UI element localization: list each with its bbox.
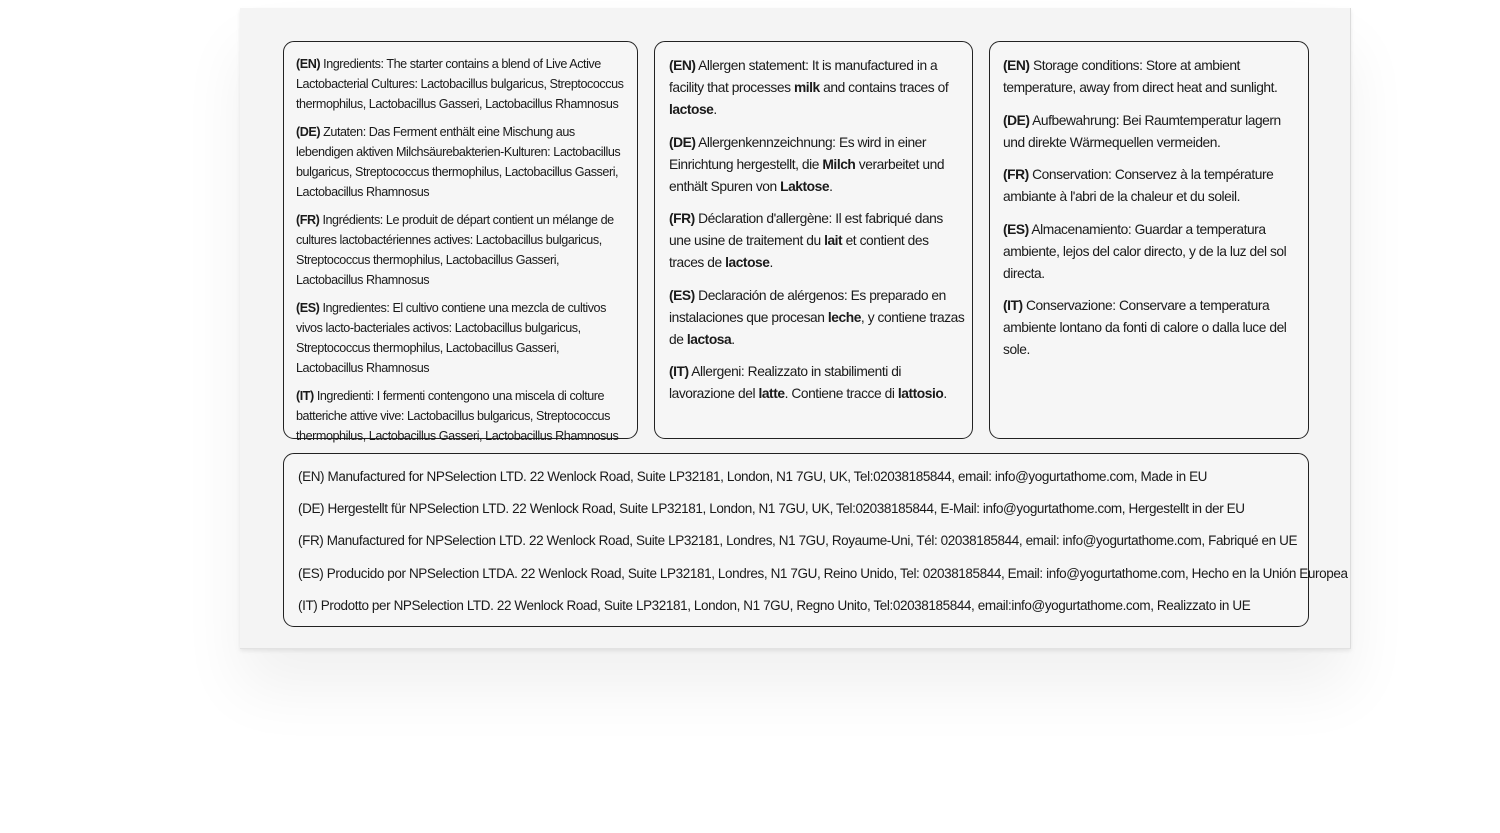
lang-code: (EN) (1003, 58, 1030, 73)
ingredients-en (296, 54, 629, 114)
allergen-bold-term: Milch (822, 156, 856, 172)
allergen-text: Allergen statement: It is manufactured in a facility that processes (669, 58, 938, 95)
ingredients-text: Ingredientes: El cultivo contiene una mezcla de cultivos vivos lacto-bacteriales activos: Lactobacillus bulgaricus, Streptococcus thermophilus, Lactobacillus Gasseri, Lactobacillus Rhamnosus (296, 301, 606, 375)
allergen-bold-term: milk (793, 80, 820, 95)
allergen-es (669, 285, 966, 351)
lang-code: (DE) (296, 125, 321, 139)
storage-text: Conservation: Conservez à la température ambiante à l'abri de la chaleur et du soleil. (1003, 167, 1274, 204)
ingredients-text: Ingredienti: I fermenti contengono una miscela di colture batteriche attive vive: Lactobacillus bulgaricus, Streptococcus thermophilus, Lactobacillus Gasseri, Lactobacillus Rhamnosus (296, 389, 619, 443)
lang-code: (FR) (296, 213, 320, 227)
manufacturer-line-en: (EN) Manufactured for NPSelection LTD. 22 Wenlock Road, Suite LP32181, London, N1 7GU, UK, Tel:02038185844, email: info@yogurtathome.com, Made in EU (298, 469, 1208, 484)
manufacturer-line-de: (DE) Hergestellt für NPSelection LTD. 22 Wenlock Road, Suite LP32181, London, N1 7GU, UK, Tel:02038185844, E-Mail: info@yogurtathome.com, Hergestellt in der EU (298, 501, 1245, 517)
storage-es (1003, 219, 1302, 285)
allergen-text: . (731, 331, 735, 347)
lang-code: (FR) (669, 211, 695, 226)
storage-de (1003, 110, 1302, 154)
allergen-en (669, 55, 966, 121)
lang-code: (ES) (669, 287, 695, 303)
allergen-text: Allergenkennzeichnung: Es wird in einer Einrichtung hergestellt, die (669, 134, 927, 172)
allergen-text: . (829, 178, 833, 194)
lang-code: (DE) (1003, 112, 1030, 128)
ingredients-fr (296, 210, 629, 290)
ingredients-it (296, 386, 629, 446)
allergen-bold-term: latte (758, 386, 785, 401)
storage-text: Aufbewahrung: Bei Raumtemperatur lagern und direkte Wärmequellen vermeiden. (1003, 112, 1281, 150)
lang-code: (EN) (669, 58, 696, 73)
ingredients-panel (283, 41, 638, 443)
manufacturer-panel (283, 453, 1348, 627)
ingredients-text: Zutaten: Das Ferment enthält eine Mischung aus lebendigen aktiven Milchsäurebakterien-Kulturen: Lactobacillus bulgaricus, Streptococcus thermophilus, Lactobacillus Gasseri, Lactobacillus Rhamnosus (296, 125, 621, 199)
ingredients-text: Ingrédients: Le produit de départ contient un mélange de cultures lactobactériennes actives: Lactobacillus bulgaricus, Streptococcus thermophilus, Lactobacillus Gasseri, Lactobacillus Rhamnosus (296, 213, 614, 287)
allergen-bold-term: lait (824, 233, 843, 248)
lang-code: (IT) (1003, 298, 1023, 313)
allergen-text: Declaración de alérgenos: Es preparado en instalaciones que procesan (669, 287, 946, 325)
allergen-text: and contains traces of (819, 80, 949, 95)
storage-en (1003, 55, 1302, 99)
allergen-text: Déclaration d'allergène: Il est fabriqué dans une usine de traitement du (669, 211, 943, 248)
allergen-text: verarbeitet und enthält Spuren von (669, 156, 945, 194)
allergen-bold-term: lactosa (686, 331, 732, 347)
storage-text: Almacenamiento: Guardar a temperatura ambiente, lejos del calor directo, y de la luz del sol directa. (1003, 221, 1287, 281)
allergen-text: . (943, 386, 947, 401)
lang-code: (FR) (1003, 167, 1029, 182)
ingredients-es (296, 298, 629, 378)
lang-code: (ES) (296, 301, 320, 315)
lang-code: (EN) (296, 57, 321, 71)
allergen-bold-term: lactose (725, 255, 770, 270)
lang-code: (ES) (1003, 221, 1029, 237)
allergen-bold-term: lattosio (897, 386, 944, 401)
allergen-text: . (713, 102, 717, 117)
allergen-bold-term: Laktose (780, 178, 830, 194)
allergen-bold-term: leche (827, 309, 861, 325)
lang-code: (DE) (669, 134, 696, 150)
ingredients-de (296, 122, 629, 202)
allergen-panel (654, 41, 973, 439)
storage-text: Conservazione: Conservare a temperatura ambiente lontano da fonti di calore o dalla luce del sole. (1003, 298, 1287, 357)
allergen-text: et contient des traces de (669, 233, 929, 270)
manufacturer-line-es: (ES) Producido por NPSelection LTDA. 22 Wenlock Road, Suite LP32181, Londres, N1 7GU, Reino Unido, Tel: 02038185844, Email: info@yogurtathome.com, Hecho en la Unión Europea (298, 565, 1348, 581)
allergen-text: . (769, 255, 773, 270)
allergen-bold-term: lactose (669, 102, 714, 117)
storage-panel (989, 41, 1309, 439)
allergen-de (669, 132, 966, 198)
manufacturer-line-it: (IT) Prodotto per NPSelection LTD. 22 Wenlock Road, Suite LP32181, London, N1 7GU, Regno Unito, Tel:02038185844, email:info@yogurtathome.com, Realizzato in UE (298, 597, 1251, 613)
allergen-fr (669, 208, 966, 274)
storage-it (1003, 295, 1302, 361)
manufacturer-line-fr: (FR) Manufactured for NPSelection LTD. 22 Wenlock Road, Suite LP32181, Londres, N1 7GU, Royaume-Uni, Tél: 02038185844, email: info@yogurtathome.com, Fabriqué en UE (298, 533, 1298, 549)
allergen-text: , y contiene trazas de (669, 309, 965, 347)
allergen-text: Allergeni: Realizzato in stabilimenti di lavorazione del (669, 364, 902, 401)
allergen-it (669, 361, 966, 405)
lang-code: (IT) (296, 389, 314, 403)
storage-text: Storage conditions: Store at ambient temperature, away from direct heat and sunlight. (1003, 58, 1278, 95)
ingredients-text: Ingredients: The starter contains a blend of Live Active Lactobacterial Cultures: Lactobacillus bulgaricus, Streptococcus thermophilus, Lactobacillus Gasseri, Lactobacillus Rhamnosus (296, 57, 624, 111)
allergen-text: . Contiene tracce di (784, 386, 898, 401)
lang-code: (IT) (669, 364, 689, 379)
storage-fr (1003, 164, 1302, 208)
